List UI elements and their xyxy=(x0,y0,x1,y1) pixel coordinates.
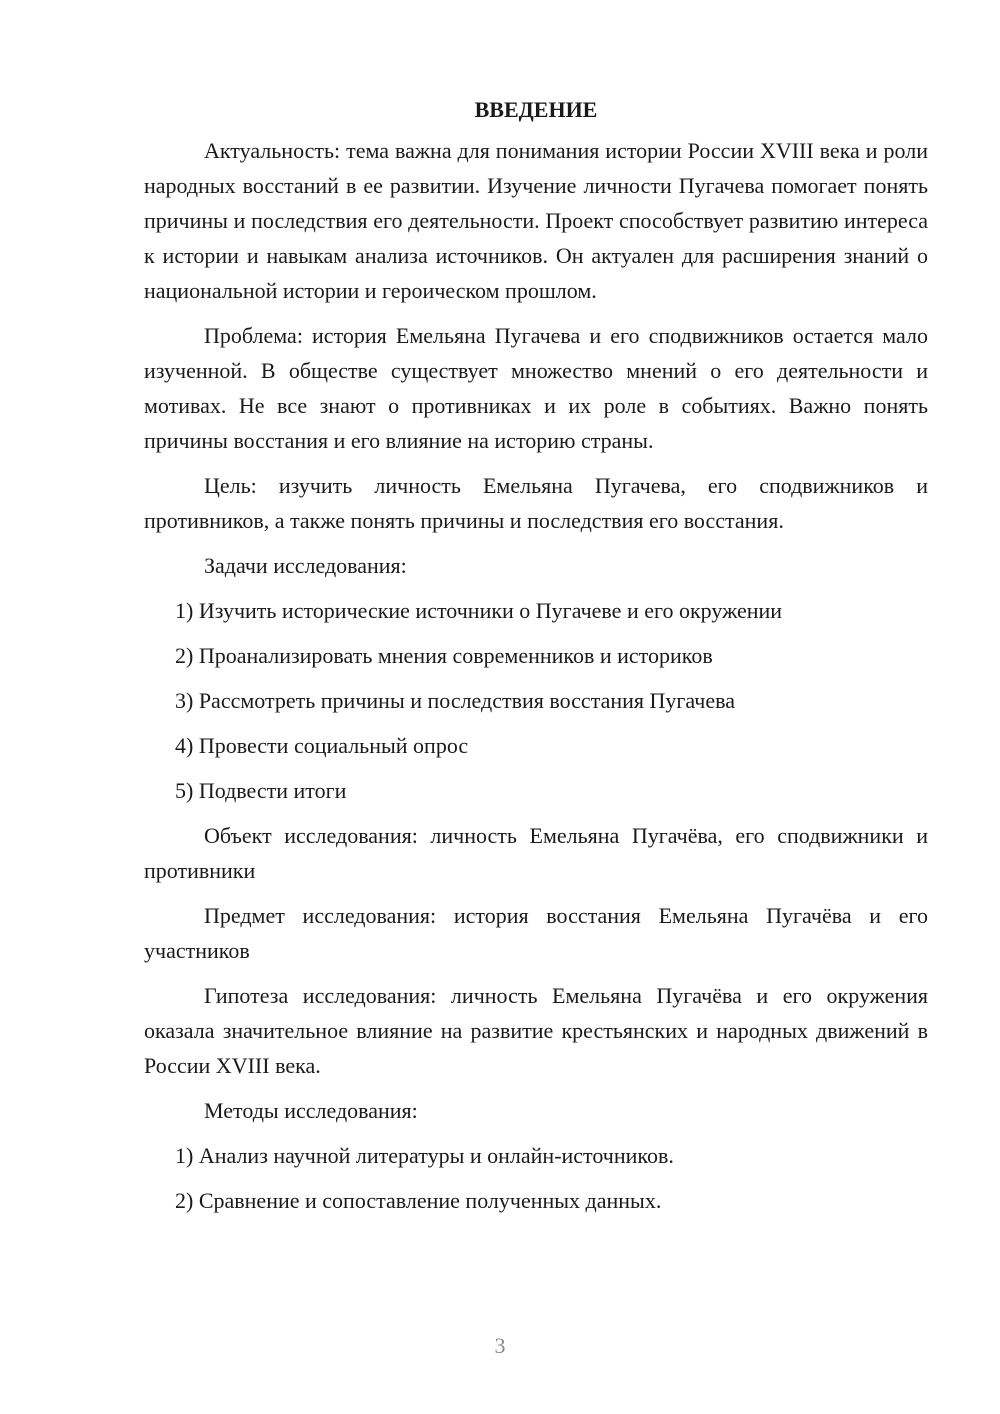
object-paragraph: Объект исследования: личность Емельяна Пугачёва, его сподвижники и противники xyxy=(144,823,928,883)
list-item: 1) Анализ научной литературы и онлайн-источников. xyxy=(175,1143,674,1168)
list-item: 2) Проанализировать мнения современников и историков xyxy=(175,643,713,668)
relevance-paragraph: Актуальность: тема важна для понимания истории России XVIII века и роли народных восстаний в ее развитии. Изучение личности Пугачева помогает понять причины и последствия его деятельности. Проект способствует развитию интереса к истории и навыкам анализа источников. Он актуален для расширения знаний о национальной истории и героическом прошлом. xyxy=(144,138,928,303)
goal-paragraph: Цель: изучить личность Емельяна Пугачева, его сподвижников и противников, а также понять причины и последствия его восстания. xyxy=(144,473,928,533)
hypothesis-paragraph: Гипотеза исследования: личность Емельяна Пугачёва и его окружения оказала значительное влияние на развитие крестьянских и народных движений в России XVIII века. xyxy=(144,983,928,1078)
problem-paragraph: Проблема: история Емельяна Пугачева и его сподвижников остается мало изученной. В обществе существует множество мнений о его деятельности и мотивах. Не все знают о противниках и их роле в событиях. Важно понять причины восстания и его влияние на историю страны. xyxy=(144,323,928,453)
list-item: 2) Сравнение и сопоставление полученных данных. xyxy=(175,1188,662,1213)
document-page xyxy=(144,92,928,1228)
page-number: 3 xyxy=(494,1333,506,1358)
tasks-heading: Задачи исследования: xyxy=(204,553,407,578)
list-item: 1) Изучить исторические источники о Пугачеве и его окружении xyxy=(175,598,783,623)
list-item: 5) Подвести итоги xyxy=(175,778,347,803)
subject-paragraph: Предмет исследования: история восстания Емельяна Пугачёва и его участников xyxy=(144,903,928,963)
tasks-list xyxy=(144,593,928,808)
list-item: 3) Рассмотреть причины и последствия восстания Пугачева xyxy=(175,688,736,713)
methods-list xyxy=(144,1138,928,1218)
methods-heading: Методы исследования: xyxy=(204,1098,418,1123)
list-item: 4) Провести социальный опрос xyxy=(175,733,469,758)
section-title: ВВЕДЕНИЕ xyxy=(474,97,598,122)
